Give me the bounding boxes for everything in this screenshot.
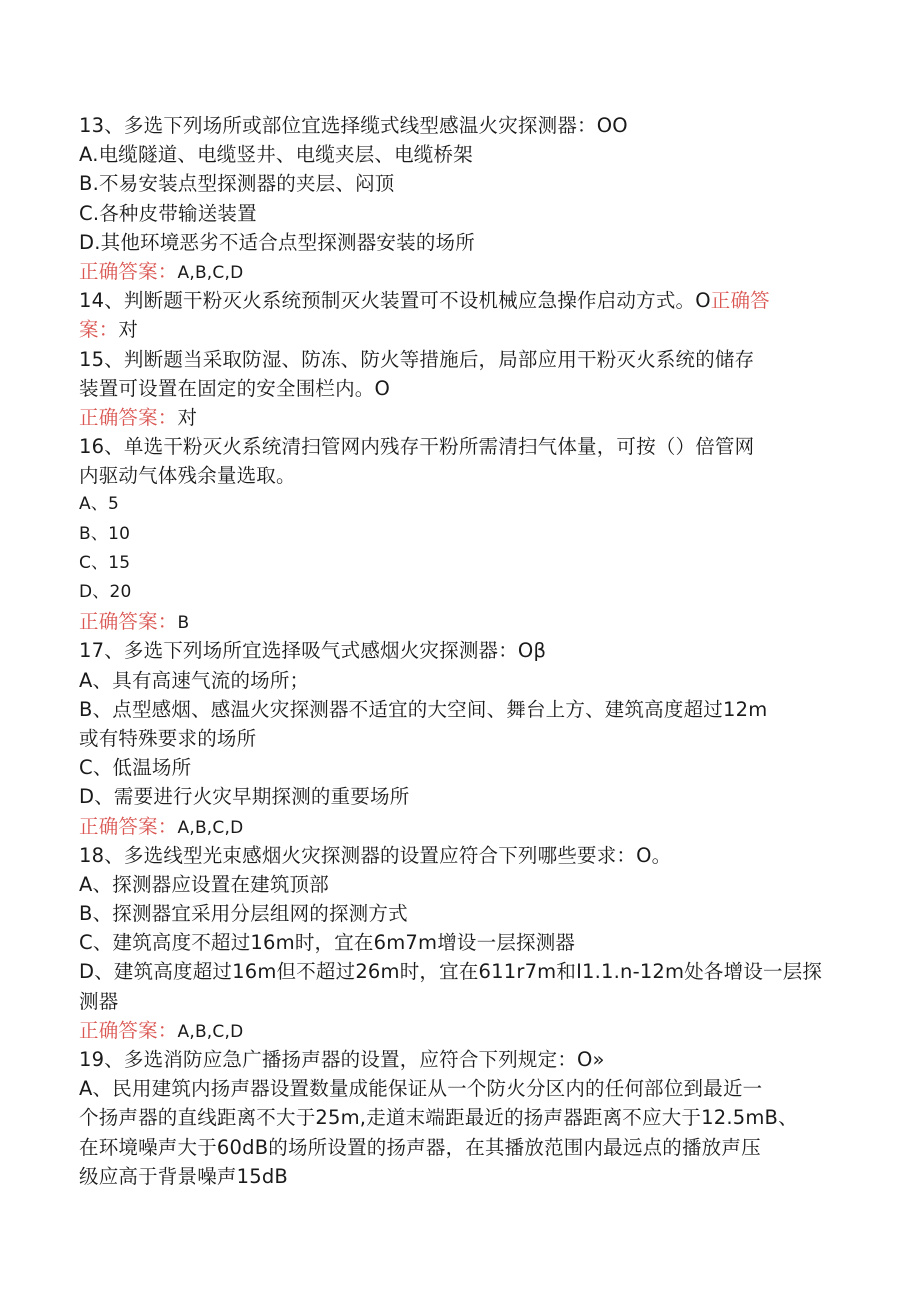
question-17-option-b: B、点型感烟、感温火灾探测器不适宜的大空间、舞台上方、建筑高度超过12m [79,697,768,721]
question-17-option-c: C、低温场所 [79,756,192,780]
answer-label: 正确答案： [79,610,178,634]
answer-label: 正确答案： [79,1018,178,1042]
question-19-option-a-line2: 个扬声器的直线距离不大于25m,走道末端距最近的扬声器距离不应大于12.5mB、 [79,1106,798,1130]
question-14-answer [79,315,839,344]
answer-label: 正确答案： [79,814,178,838]
question-17-stem: 17、多选下列场所宜选择吸气式感烟火灾探测器：Oβ [79,639,547,663]
question-19-option-b-line2: 级应高于背景噪声15dB [79,1164,288,1188]
question-15-stem-line2: 装置可设置在固定的安全围栏内。O [79,376,391,400]
question-13-answer [79,257,839,286]
question-18-stem: 18、多选线型光束感烟火灾探测器的设置应符合下列哪些要求：O。 [79,843,672,867]
question-18-option-d-cont: 测器 [79,989,119,1013]
answer-label-part1: 正确答 [710,289,770,313]
question-13-stem: 13、多选下列场所或部位宜选择缆式线型感温火灾探测器：OO [79,114,628,137]
question-15-answer [79,403,839,432]
question-19-option-a-line1: A、民用建筑内扬声器设置数量成能保证从一个防火分区内的任何部位到最近一 [79,1077,763,1101]
question-17-option-d: D、需要进行火灾早期探测的重要场所 [79,785,410,809]
question-17-option-b-cont: 或有特殊要求的场所 [79,726,257,750]
question-14-stem-text: 14、判断题干粉灭火系统预制灭火装置可不设机械应急操作启动方式。O [79,289,711,313]
question-16-answer [79,607,839,636]
question-16-stem-line2: 内驱动气体残余量选取。 [79,464,296,488]
question-18-option-c: C、建筑高度不超过16m时，宜在6m7m增设一层探测器 [79,931,576,955]
question-13-option-c: C.各种皮带输送装置 [79,201,257,225]
question-17-answer [79,812,839,841]
question-16-option-a: A、5 [79,494,120,515]
answer-label: 正确答案： [79,405,178,429]
answer-value: A,B,C,D [177,262,244,283]
answer-value: 对 [177,405,198,429]
answer-value: B [177,613,190,634]
question-16-option-b: B、10 [79,523,131,544]
question-15-stem-line1: 15、判断题当采取防湿、防冻、防火等措施后，局部应用干粉灭火系统的储存 [79,347,755,371]
question-18-option-d: D、建筑高度超过16m但不超过26m时，宜在611r7m和I1.1.n-12m处各增设一层探 [79,960,823,984]
question-13-option-a: A.电缆隧道、电缆竖井、电缆夹层、电缆桥架 [79,143,473,167]
answer-value: A,B,C,D [177,817,244,838]
answer-value: A,B,C,D [177,1021,244,1042]
answer-label-part2: 案： [79,318,119,342]
question-14-stem-line1 [79,286,839,315]
question-19-option-b-line1: 在环境噪声大于60dB的场所设置的扬声器，在其播放范围内最远点的播放声压 [79,1135,761,1159]
question-13-option-d: D.其他环境恶劣不适合点型探测器安装的场所 [79,230,475,254]
question-19-stem: 19、多选消防应急广播扬声器的设置，应符合下列规定：O» [79,1048,605,1071]
question-18-option-a: A、探测器应设置在建筑顶部 [79,872,329,896]
question-13-option-b: B.不易安装点型探测器的夹层、闷顶 [79,172,395,196]
answer-value: 对 [118,318,139,342]
question-16-stem-line1: 16、单选干粉灭火系统清扫管网内残存干粉所需清扫气体量，可按（）倍管网 [79,435,755,459]
document-page [79,111,839,1191]
question-17-option-a: A、具有高速气流的场所； [79,668,310,692]
question-16-option-c: C、15 [79,552,131,573]
question-18-option-b: B、探测器宜采用分层组网的探测方式 [79,902,408,926]
answer-label: 正确答案： [79,259,178,283]
question-18-answer [79,1016,839,1045]
question-16-option-d: D、20 [79,582,132,602]
